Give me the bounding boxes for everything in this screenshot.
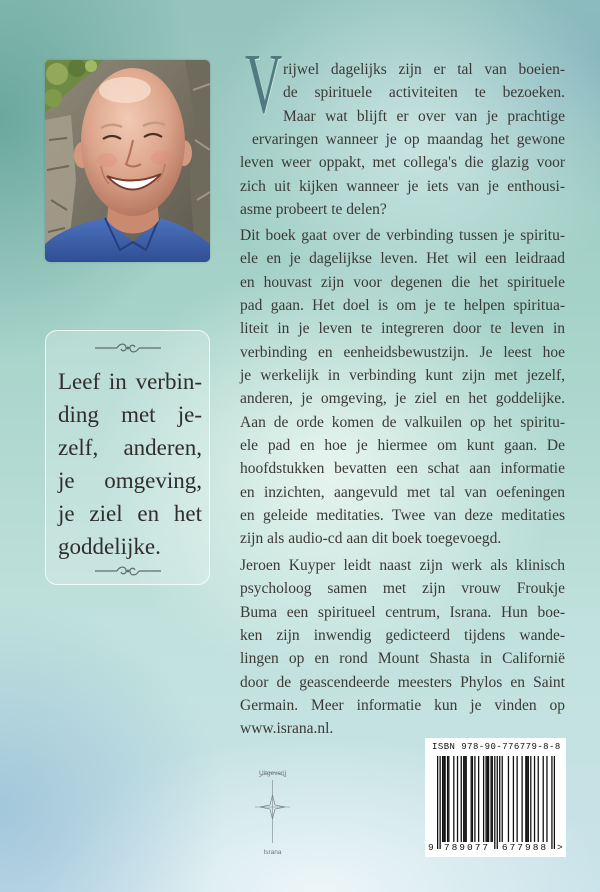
flourish-ornament-icon <box>93 341 163 355</box>
barcode-bar <box>488 756 489 842</box>
barcode-quiet-zone-mark: > <box>557 842 563 853</box>
author-portrait-image <box>45 60 210 262</box>
publisher-logo-top-text: Uitgeverij <box>258 770 287 777</box>
barcode-bar <box>478 756 479 842</box>
barcode-right-digits: 677988 <box>501 842 549 853</box>
quote-line: je ziel en het <box>58 501 202 526</box>
barcode-bar <box>471 756 472 842</box>
text-line: Germain. Meer informatie kun je vinden op <box>240 697 565 715</box>
barcode-bar <box>534 756 535 842</box>
text-line: Dit boek gaat over de verbinding tussen je spiritu- <box>240 227 565 244</box>
text-line: ervaringen wanneer je op maandag het gewone <box>252 131 565 149</box>
barcode-bar <box>513 756 514 842</box>
drop-cap: V <box>245 35 283 131</box>
text-line: rijwel dagelijks zijn er tal van boeien- <box>283 61 565 78</box>
isbn-label: ISBN 978-90-776779-8-8 <box>432 742 561 752</box>
barcode-bar <box>466 756 467 842</box>
text-line: en geleide meditaties. Twee van deze meditaties <box>240 507 565 525</box>
text-line: lingen op en rond Mount Shasta in Californië <box>240 650 565 668</box>
text-line: www.israna.nl. <box>240 720 334 738</box>
barcode-bar <box>521 756 522 842</box>
text-line: zich uit kijken wanneer je iets van je enthousi- <box>240 177 565 195</box>
barcode-bar <box>472 756 473 842</box>
barcode-bar <box>490 756 491 842</box>
barcode-bar <box>443 756 444 842</box>
barcode-bar <box>483 756 484 842</box>
flourish-ornament-icon <box>93 564 163 578</box>
barcode-bar <box>546 756 547 842</box>
barcode-bar <box>499 756 500 842</box>
text-line: psycholoog samen met zijn vrouw Froukje <box>240 580 565 598</box>
barcode-bar <box>463 756 464 842</box>
text-line: ken zijn inwendig gedicteerd tijdens wande- <box>240 627 565 645</box>
barcode-bar <box>442 756 443 842</box>
publisher-logo-bottom-text: Israna <box>263 849 282 856</box>
barcode-bar <box>485 756 486 842</box>
barcode-bar <box>447 756 448 842</box>
text-line: de spirituele activiteiten te bezoeken. <box>283 84 565 102</box>
barcode-bar <box>497 756 498 849</box>
text-line: ele pad en hoe je hiermee om kunt gaan. De <box>240 437 565 455</box>
text-line: Aan de orde komen de valkuilen op het spiritu- <box>240 413 565 431</box>
barcode-bar <box>461 756 462 842</box>
quote-line: Leef in verbin- <box>58 369 202 394</box>
barcode-bar <box>530 756 531 842</box>
quote-line: zelf, anderen, <box>58 435 202 460</box>
text-line: Buma een spiritueel centrum, Israna. Hun boe- <box>240 603 565 621</box>
text-line: pad gaan. Het doel is om je te helpen spiritua- <box>240 297 565 315</box>
barcode-bar <box>525 756 526 842</box>
barcode-bar <box>487 756 488 842</box>
text-line: Maar wat blijft er over van je prachtige <box>283 107 565 125</box>
barcode-bar <box>439 756 440 849</box>
text-line: Jeroen Kuyper leidt naast zijn werk als klinisch <box>240 557 565 574</box>
blurb-paragraph-intro <box>240 58 565 221</box>
text-line: je werkelijk in verbinding kunt zijn met jezelf, <box>240 367 565 385</box>
text-line: liteit in je leven te integreren door te leven in <box>240 320 565 338</box>
text-line: en inzichten, aangevuld met tal van oefeningen <box>240 483 565 501</box>
barcode-bar <box>492 756 493 842</box>
text-line: anderen, je omgeving, je ziel en het goddelijke. <box>240 390 565 408</box>
barcode-bars <box>437 756 555 849</box>
author-photo <box>45 60 210 262</box>
blurb-paragraph-author <box>240 554 565 741</box>
barcode-bar <box>448 756 449 842</box>
text-line: asme probeert te delen? <box>240 201 387 219</box>
barcode-bar <box>464 756 465 842</box>
text-line: ele en je dagelijkse leven. Het wil een leidraad <box>240 250 565 268</box>
barcode-first-digit: 9 <box>428 842 434 853</box>
text-line: leven weer oppakt, met collega's die glazig voor <box>240 154 565 172</box>
quote-box <box>45 330 210 585</box>
publisher-logo <box>245 765 300 860</box>
quote-line: ding met je- <box>58 402 202 427</box>
text-line: hoofdstukken bevatten een schat aan informatie <box>240 460 565 478</box>
barcode-bar <box>516 756 517 842</box>
barcode-bar <box>551 756 552 849</box>
barcode-bar <box>437 756 438 849</box>
barcode-bar <box>494 756 495 849</box>
text-line: verbinding en eenheidsbewustzijn. Je leest hoe <box>240 343 565 361</box>
barcode-bar <box>538 756 539 842</box>
text-line: zijn als audio-cd aan dit boek toegevoegd. <box>240 530 502 548</box>
barcode-bar <box>453 756 454 842</box>
barcode-left-digits: 789077 <box>443 842 491 853</box>
barcode-bar <box>543 756 544 842</box>
quote-line: goddelijke. <box>58 534 161 559</box>
barcode-bar <box>502 756 503 842</box>
barcode-bar <box>508 756 509 842</box>
text-line: en houvast zijn voor degenen die het spirituele <box>240 273 565 291</box>
quote-text <box>58 365 202 563</box>
barcode-bar <box>457 756 458 842</box>
quote-line: je omgeving, <box>58 468 202 493</box>
barcode-bar <box>474 756 475 842</box>
barcode-bar <box>526 756 527 842</box>
isbn-barcode <box>425 738 566 857</box>
barcode-bar <box>444 756 445 842</box>
barcode-bar <box>528 756 529 842</box>
blurb-paragraph-content <box>240 224 565 551</box>
barcode-bar <box>554 756 555 849</box>
text-line: door de geascendeerde meesters Phylos en Saint <box>240 673 565 691</box>
